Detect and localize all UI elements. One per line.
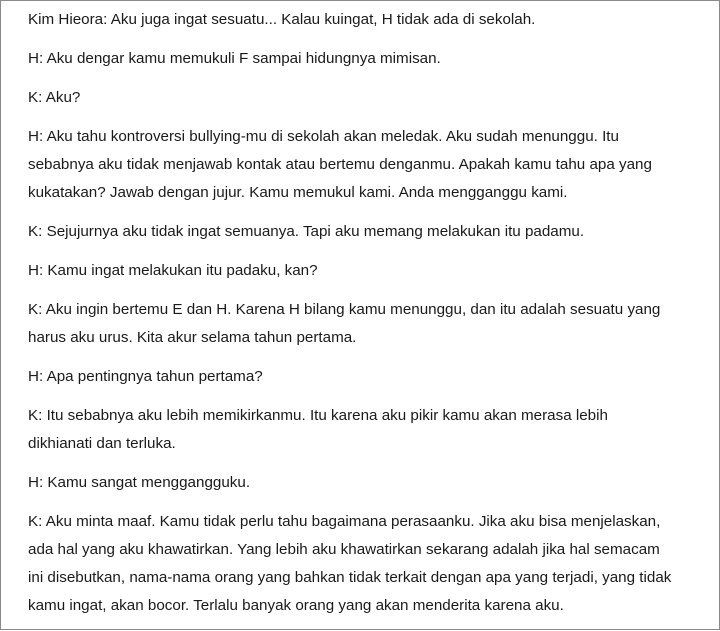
paragraph [28,45,708,73]
text-line: H: Apa pentingnya tahun pertama? [28,368,263,385]
text-line: K: Sejujurnya aku tidak ingat semuanya. Tapi aku memang melakukan itu padamu. [28,223,585,240]
paragraph [28,363,708,391]
paragraph [28,402,708,458]
paragraph [28,508,708,620]
text-line: ini disebutkan, nama-nama orang yang bahkan tidak terkait dengan apa yang terjadi, yang tidak [28,569,672,586]
text-line: kamu ingat, akan bocor. Terlalu banyak orang yang akan menderita karena aku. [28,597,564,614]
paragraph [28,257,708,285]
text-line: kukatakan? Jawab dengan jujur. Kamu memukul kami. Anda mengganggu kami. [28,184,568,201]
text-line: K: Aku? [28,89,81,106]
paragraph [28,296,708,352]
paragraph [28,123,708,207]
text-line: H: Aku tahu kontroversi bullying-mu di sekolah akan meledak. Aku sudah menunggu. Itu [28,128,619,145]
document-text [28,6,708,631]
text-line: K: Aku ingin bertemu E dan H. Karena H bilang kamu menunggu, dan itu adalah sesuatu yang [28,301,661,318]
paragraph [28,6,708,34]
text-line: H: Kamu sangat menggangguku. [28,474,251,491]
paragraph [28,84,708,112]
text-line: harus aku urus. Kita akur selama tahun pertama. [28,329,357,346]
text-line: H: Aku dengar kamu memukuli F sampai hidungnya mimisan. [28,50,441,67]
text-line: ada hal yang aku khawatirkan. Yang lebih aku khawatirkan sekarang adalah jika hal semacam [28,541,660,558]
text-line: Kim Hieora: Aku juga ingat sesuatu... Kalau kuingat, H tidak ada di sekolah. [28,11,536,28]
paragraph [28,218,708,246]
text-line: K: Itu sebabnya aku lebih memikirkanmu. Itu karena aku pikir kamu akan merasa lebih [28,407,608,424]
text-line: dikhianati dan terluka. [28,435,176,452]
text-line: H: Kamu ingat melakukan itu padaku, kan? [28,262,318,279]
text-line: K: Aku minta maaf. Kamu tidak perlu tahu bagaimana perasaanku. Jika aku bisa menjelaskan, [28,513,661,530]
text-line: sebabnya aku tidak menjawab kontak atau bertemu denganmu. Apakah kamu tahu apa yang [28,156,652,173]
paragraph [28,469,708,497]
